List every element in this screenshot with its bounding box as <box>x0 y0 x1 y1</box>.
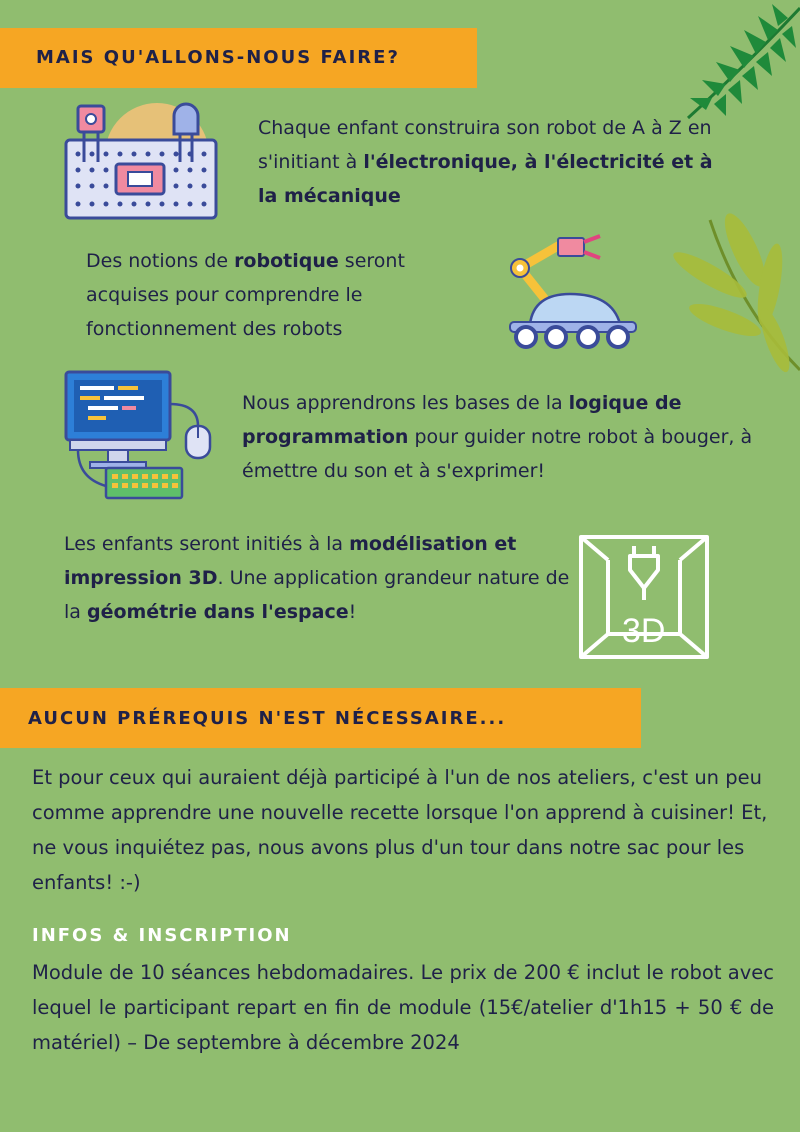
text-segment: Les enfants seront initiés à la <box>64 533 350 555</box>
activity-robotics-text <box>86 244 486 346</box>
highlight-text: l'électronique, à l'électricité et à la mécanique <box>258 151 713 207</box>
infos-paragraph: Module de 10 séances hebdomadaires. Le prix de 200 € inclut le robot avec lequel le participant repart en fin de module (15€/atelier d'1h15 + 50 € de matériel) – De septembre à décembre 2024 <box>32 961 774 1054</box>
3d-printer-icon <box>578 534 710 660</box>
highlight-text: modélisation et impression 3D <box>64 533 517 589</box>
robot-rover-icon <box>500 232 640 357</box>
leafy-branch-decoration <box>650 190 800 380</box>
text-segment: pour guider notre robot à bouger, à émettre du son et à s'exprimer! <box>242 426 753 482</box>
activity-programming-text <box>242 386 782 488</box>
text-segment: seront acquises pour comprendre le fonctionnement des robots <box>86 250 405 340</box>
3d-label: 3D <box>622 612 666 650</box>
section-banner-prerequisites <box>0 688 641 748</box>
text-segment: Des notions de <box>86 250 235 272</box>
text-segment: Nous apprendrons les bases de la <box>242 392 569 414</box>
text-segment: Chaque enfant construira son robot de A à Z en s'initiant à <box>258 117 712 173</box>
section-banner-activities <box>0 28 477 88</box>
text-segment: ! <box>348 601 357 623</box>
computer-icon <box>62 368 222 503</box>
section-heading: MAIS QU'ALLONS-NOUS FAIRE? <box>36 47 400 68</box>
text-segment: . Une application grandeur nature de la <box>64 567 570 623</box>
activity-3d-printing-text <box>64 527 574 629</box>
breadboard-icon <box>62 100 222 225</box>
activity-electronics-text <box>258 111 738 213</box>
intro-paragraph: Et pour ceux qui auraient déjà participé à l'un de nos ateliers, c'est un peu comme apprendre une nouvelle recette lorsque l'on apprend à cuisiner! Et, ne vous inquiétez pas, nous avons plus d'un tour dans notre sac pour les enfants! :-) <box>32 766 768 894</box>
highlight-text: robotique <box>234 250 339 272</box>
infos-heading: INFOS & INSCRIPTION <box>32 925 292 946</box>
highlight-text: géométrie dans l'espace <box>86 601 349 623</box>
highlight-text: logique de programmation <box>242 392 682 448</box>
section-heading: AUCUN PRÉREQUIS N'EST NÉCESSAIRE... <box>28 708 507 729</box>
